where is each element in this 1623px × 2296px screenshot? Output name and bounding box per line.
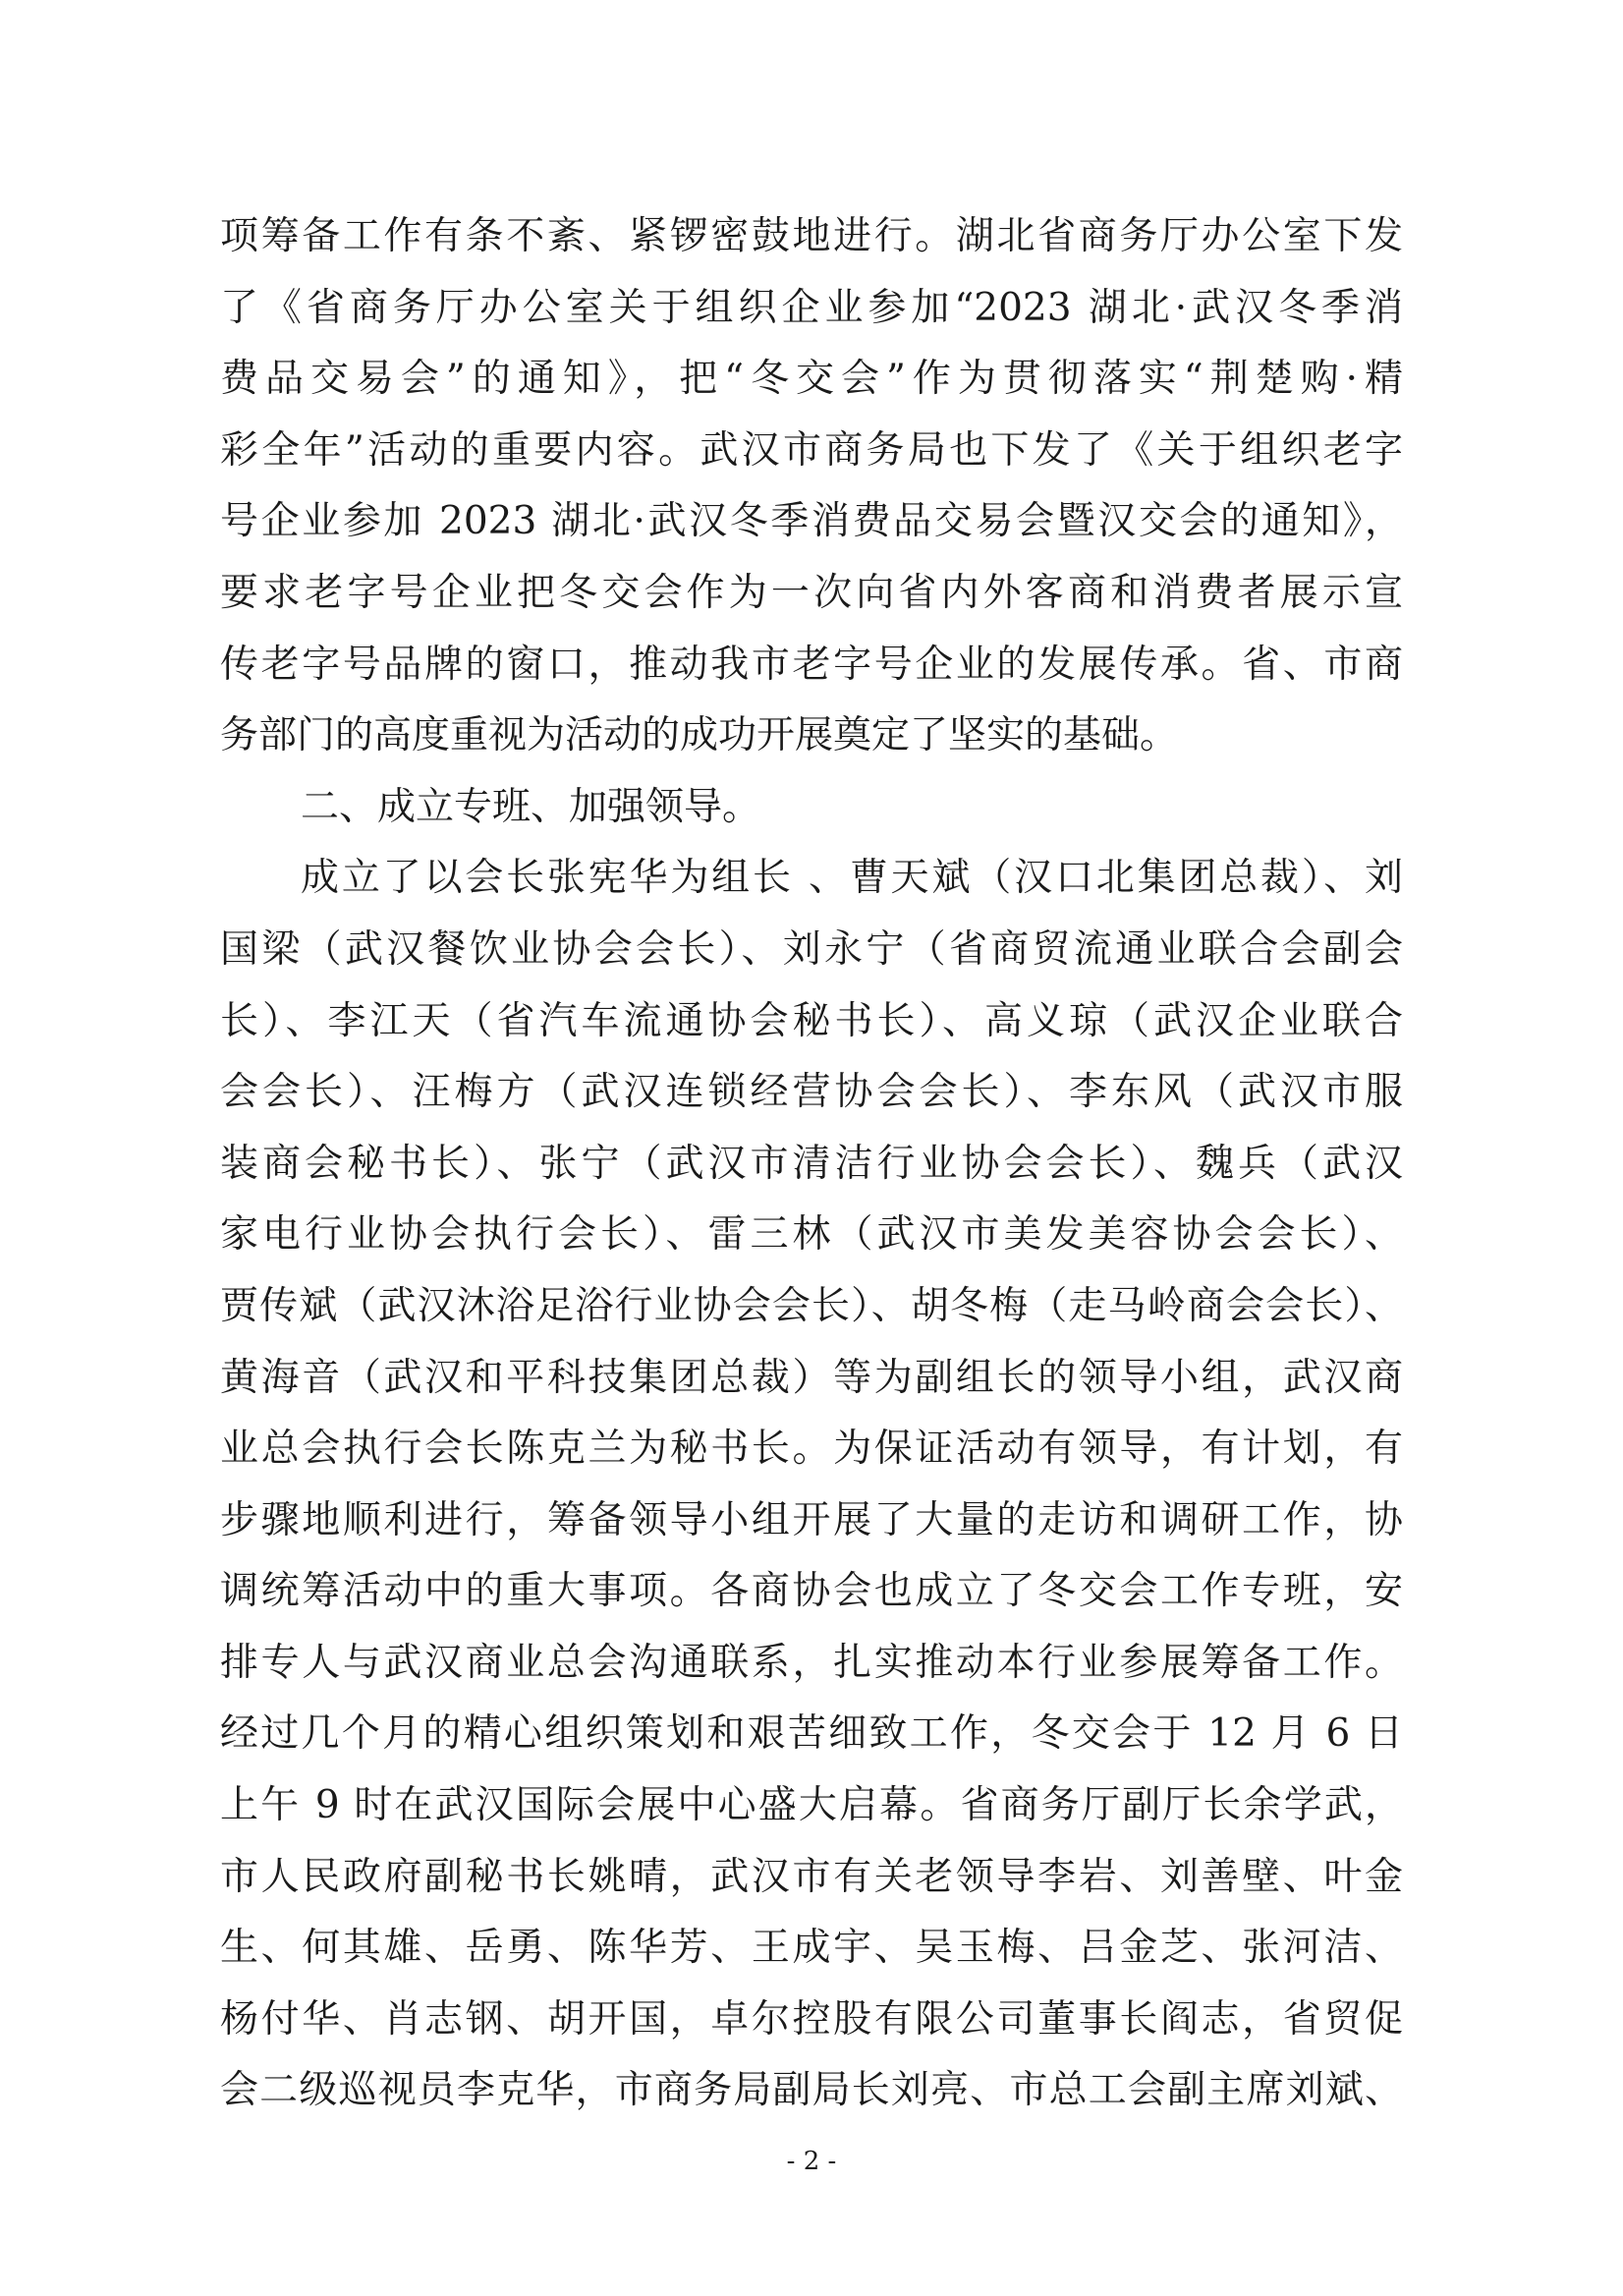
text-line: 国梁（武汉餐饮业协会会长）、刘永宁（省商贸流通业联合会副会 — [220, 926, 1403, 972]
text-line: 号企业参加 2023 湖北·武汉冬季消费品交易会暨汉交会的通知》， — [220, 499, 1403, 544]
text-line: 了《省商务厅办公室关于组织企业参加“2023 湖北·武汉冬季消 — [220, 285, 1403, 330]
text-line: 长）、李江天（省汽车流通协会秘书长）、高义琼（武汉企业联合 — [220, 998, 1403, 1043]
text-line: 排专人与武汉商业总会沟通联系，扎实推动本行业参展筹备工作。 — [220, 1640, 1403, 1685]
text-line: 会二级巡视员李克华，市商务局副局长刘亮、市总工会副主席刘斌、 — [220, 2068, 1403, 2113]
text-line: 费品交易会”的通知》，把“冬交会”作为贯彻落实“荆楚购·精 — [220, 357, 1403, 402]
text-line: 装商会秘书长）、张宁（武汉市清洁行业协会会长）、魏兵（武汉 — [220, 1141, 1403, 1186]
text-line: 贾传斌（武汉沐浴足浴行业协会会长）、胡冬梅（走马岭商会会长）、 — [220, 1283, 1403, 1328]
text-line: 务部门的高度重视为活动的成功开展奠定了坚实的基础。 — [220, 713, 1179, 758]
text-line: 项筹备工作有条不紊、紧锣密鼓地进行。湖北省商务厅办公室下发 — [220, 214, 1403, 258]
text-line: 会会长）、汪梅方（武汉连锁经营协会会长）、李东风（武汉市服 — [220, 1070, 1403, 1115]
text-line: 成立了以会长张宪华为组长 、曹天斌（汉口北集团总裁）、刘 — [301, 856, 1403, 901]
text-line: 传老字号品牌的窗口，推动我市老字号企业的发展传承。省、市商 — [220, 642, 1403, 687]
body-text — [220, 201, 1403, 2127]
text-line: 要求老字号企业把冬交会作为一次向省内外客商和消费者展示宣 — [220, 570, 1403, 615]
text-line: 黄海音（武汉和平科技集团总裁）等为副组长的领导小组，武汉商 — [220, 1355, 1403, 1400]
text-line: 二、成立专班、加强领导。 — [301, 784, 761, 829]
page-number: - 2 - — [786, 2147, 837, 2176]
text-line: 上午 9 时在武汉国际会展中心盛大启幕。省商务厅副厅长余学武， — [220, 1783, 1403, 1828]
text-line: 市人民政府副秘书长姚晴，武汉市有关老领导李岩、刘善壁、叶金 — [220, 1854, 1403, 1899]
text-line: 步骤地顺利进行，筹备领导小组开展了大量的走访和调研工作，协 — [220, 1497, 1403, 1542]
text-line: 杨付华、肖志钢、胡开国，卓尔控股有限公司董事长阎志，省贸促 — [220, 1996, 1403, 2042]
text-line: 家电行业协会执行会长）、雷三林（武汉市美发美容协会会长）、 — [220, 1212, 1403, 1258]
text-line: 调统筹活动中的重大事项。各商协会也成立了冬交会工作专班，安 — [220, 1569, 1403, 1614]
text-line: 生、何其雄、岳勇、陈华芳、王成宇、吴玉梅、吕金芝、张河洁、 — [220, 1926, 1403, 1971]
text-line: 经过几个月的精心组织策划和艰苦细致工作，冬交会于 12 月 6 日 — [220, 1711, 1403, 1757]
text-line: 业总会执行会长陈克兰为秘书长。为保证活动有领导，有计划，有 — [220, 1427, 1403, 1472]
text-line: 彩全年”活动的重要内容。武汉市商务局也下发了《关于组织老字 — [220, 427, 1403, 473]
